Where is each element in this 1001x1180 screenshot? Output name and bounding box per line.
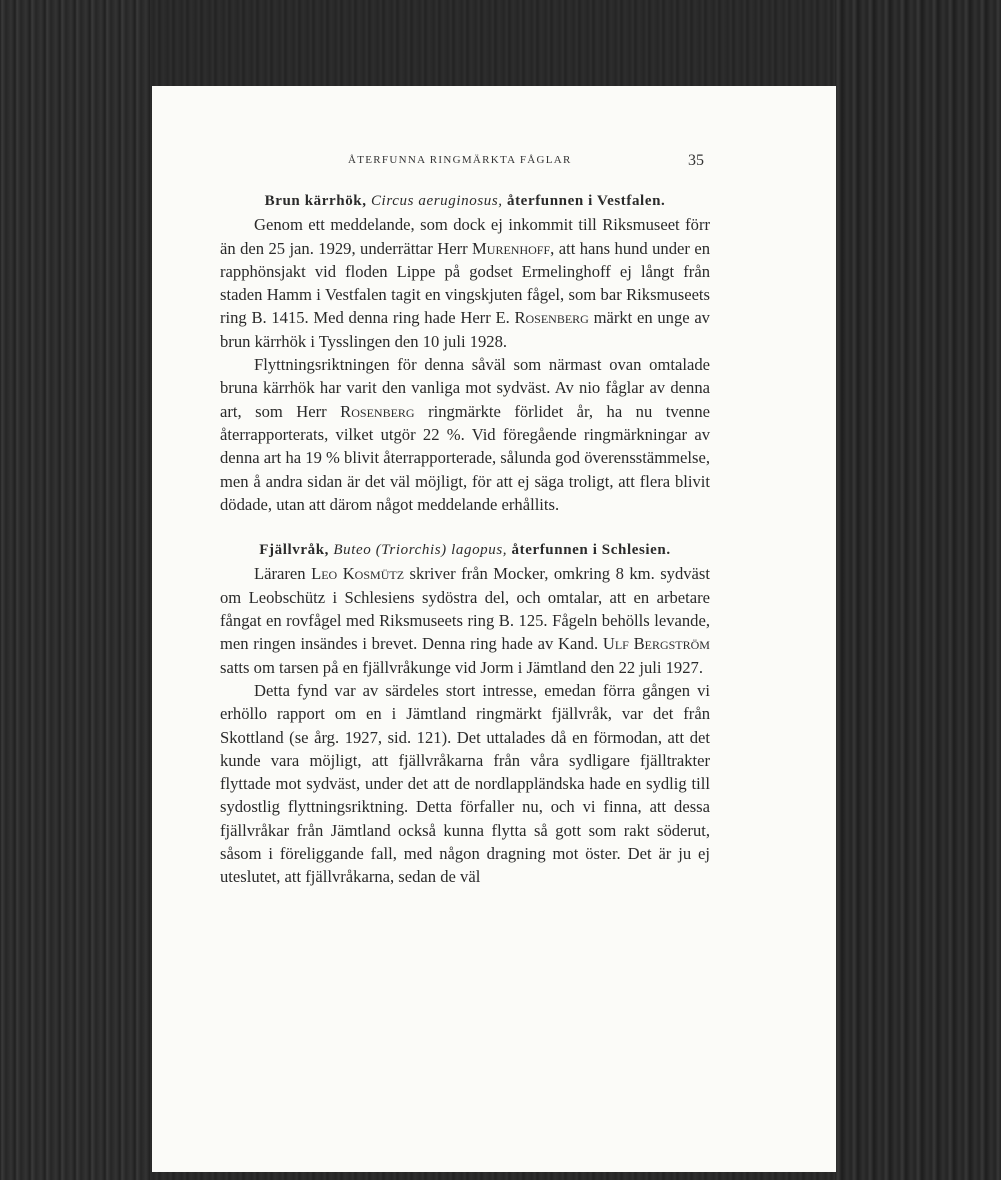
text-run: Flyttningsriktningen för denna såväl som närmast ovan omtalade bruna kärrhök har varit den vanliga mot sydväst. Av nio fåglar av denna art, som Herr	[220, 355, 710, 421]
person-name: Rosenberg	[514, 308, 589, 328]
heading-scientific-name: Circus aeruginosus,	[370, 193, 503, 209]
person-name: Ulf Bergström	[602, 634, 710, 654]
text-run: Läraren	[254, 564, 312, 584]
text-run: Genom ett meddelande, som dock ej inkommit till Riksmuseet förr än den 25 jan. 1929, underrättar Herr	[220, 215, 710, 258]
running-title: ÅTERFUNNA RINGMÄRKTA FÅGLAR	[348, 154, 572, 166]
scanner-background-right	[835, 0, 1001, 1180]
body-text	[220, 190, 710, 889]
heading-scientific-name: Buteo (Triorchis) lagopus,	[333, 542, 508, 559]
text-run: Detta fynd var av särdeles stort intresse, emedan förra gången vi erhöllo rapport om en i Jämtland ringmärkt fjällvråk, var det från Skottland (se årg. 1927, sid. 121). Det uttalades då en förmodan, att det kunde vara möjligt, att fjällvråkarna från våra sydligare fjälltrakter flyttade mot sydväst, under det att de nordlappländska hade en sydlig till sydostlig flyttningsriktning. Detta förfaller nu, och vi finna, att dessa fjällvråkar från Jämtland också kunna flytta så gott som rakt söderut, såsom i föreliggande fall, med någon dragning mot öster. Det är ju ej uteslutet, att fjällvråkarna, sedan de väl	[220, 680, 710, 887]
book-page	[152, 86, 836, 1172]
text-run: märkt en unge av brun kärrhök i Tysslingen den 10 juli 1928.	[220, 308, 710, 351]
section-fjallvrak	[220, 539, 710, 888]
heading-location: återfunnen i Vestfalen.	[502, 193, 666, 209]
heading-common-name: Brun kärrhök,	[264, 193, 371, 209]
person-name: Murenhoff	[472, 238, 551, 258]
section-heading	[220, 539, 710, 562]
paragraph	[220, 679, 710, 889]
page-number: 35	[688, 152, 704, 169]
heading-location: återfunnen i Schlesien.	[507, 542, 671, 559]
section-brun-karrhok	[220, 190, 710, 516]
running-header	[152, 152, 836, 172]
text-run: satts om tarsen på en fjällvråkunge vid Jorm i Jämtland den 22 juli 1927.	[220, 657, 703, 677]
text-run: skriver från Mocker, omkring 8 km. sydväst om Leobschütz i Schlesiens sydöstra del, och omtalar, att en arbetare fångat en rovfågel med Riksmuseets ring B. 125. Fågeln behölls levande, men ringen insändes i brevet. Denna ring hade av Kand.	[220, 564, 710, 654]
text-run: , att hans hund under en rapphönsjakt vid floden Lippe på godset Ermelinghoff ej långt från staden Hamm i Vestfalen tagit en vingskjuten fågel, som bar Riksmuseets ring B. 1415. Med denna ring hade Herr E.	[220, 238, 710, 328]
person-name: Rosenberg	[340, 401, 415, 421]
text-run: ringmärkte förlidet år, ha nu tvenne återrapporterats, vilket utgör 22 %. Vid föregående ringmärkningar av denna art ha 19 % blivit återrapporterade, sålunda god överensstämmelse, men å andra sidan är det väl möjligt, för att ej säga troligt, att flera blivit dödade, utan att därom något meddelande erhållits.	[220, 401, 710, 514]
paragraph	[220, 562, 710, 678]
paragraph	[220, 353, 710, 516]
heading-common-name: Fjällvråk,	[259, 542, 334, 559]
paragraph	[220, 213, 710, 353]
scanner-background-left	[0, 0, 150, 1180]
person-name: Leo Kosmütz	[311, 564, 405, 584]
section-heading	[220, 190, 710, 213]
